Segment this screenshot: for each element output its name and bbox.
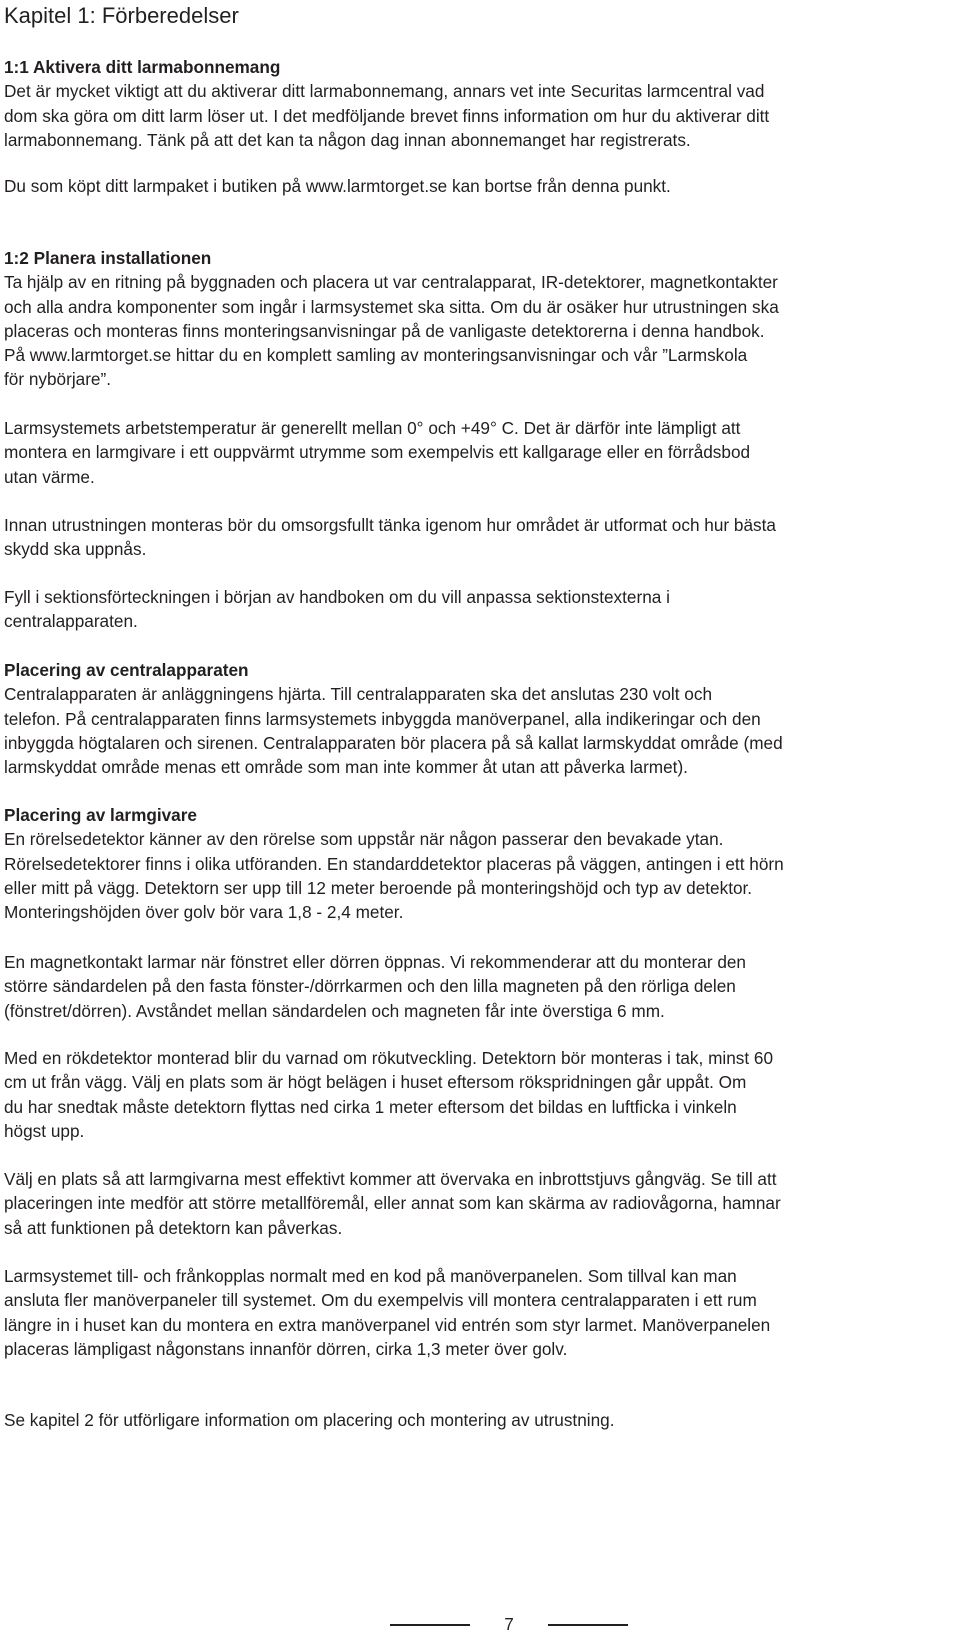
paragraph-line: placeringen inte medför att större metallföremål, eller annat som kan skärma av radiovågorna, hamnar (4, 1193, 781, 1214)
central-unit-section (4, 658, 956, 779)
paragraph-line: På www.larmtorget.se hittar du en komplett samling av monteringsanvisningar och vår ”Larmskola (4, 345, 748, 366)
paragraph-line: eller mitt på vägg. Detektorn ser upp till 12 meter beroende på monteringshöjd och typ av detektor. (4, 877, 753, 898)
section-1-2 (4, 246, 956, 392)
paragraph-line: centralapparaten. (4, 611, 138, 632)
temperature-paragraph (4, 416, 956, 489)
reference-paragraph (4, 1408, 956, 1432)
paragraph-line: och alla andra komponenter som ingår i larmsystemet ska sitta. Om du är osäker hur utrustningen ska (4, 296, 779, 317)
paragraph-line: (fönstret/dörren). Avståndet mellan sändardelen och magneten får inte överstiga 6 mm. (4, 1000, 665, 1021)
section-heading: 1:1 Aktivera ditt larmabonnemang (4, 57, 281, 77)
paragraph-line: cm ut från vägg. Välj en plats som är högt belägen i huset eftersom rökspridningen går uppåt. Om (4, 1072, 747, 1093)
paragraph-line: Centralapparaten är anläggningens hjärta. Till centralapparaten ska det anslutas 230 volt och (4, 684, 713, 705)
chapter-title: Kapitel 1: Förberedelser (4, 3, 239, 28)
paragraph-line: larmabonnemang. Tänk på att det kan ta någon dag innan abonnemanget har registrerats. (4, 129, 691, 150)
paragraph-line: En rörelsedetektor känner av den rörelse som uppstår när någon passerar den bevakade ytan. (4, 829, 724, 850)
intruder-path-paragraph (4, 1167, 956, 1240)
control-panel-paragraph (4, 1264, 956, 1361)
paragraph-line: Fyll i sektionsförteckningen i början av handboken om du vill anpassa sektionstexterna i (4, 587, 670, 607)
paragraph-line: telefon. På centralapparaten finns larmsystemets inbyggda manöverpanel, alla indikeringar och den (4, 708, 761, 729)
paragraph-line: Monteringshöjden över golv bör vara 1,8 - 2,4 meter. (4, 902, 404, 923)
section-list-paragraph (4, 585, 956, 634)
paragraph-line: dom ska göra om ditt larm löser ut. I det medföljande brevet finns information om hur du aktiverar ditt (4, 105, 770, 126)
smoke-detector-paragraph (4, 1046, 956, 1143)
paragraph-line: Larmsystemet till- och frånkopplas normalt med en kod på manöverpanelen. Som tillval kan man (4, 1266, 737, 1286)
paragraph-line: Innan utrustningen monteras bör du omsorgsfullt tänka igenom hur området är utformat och hur bästa (4, 515, 776, 535)
paragraph-line: Ta hjälp av en ritning på byggnaden och placera ut var centralapparat, IR-detektorer, magnetkontakter (4, 272, 778, 293)
paragraph-line: längre in i huset kan du montera en extra manöverpanel vid entrén som styr larmet. Manöverpanelen (4, 1314, 771, 1335)
section-heading: 1:2 Planera installationen (4, 248, 212, 268)
paragraph-line: Larmsystemets arbetstemperatur är generellt mellan 0° och +49° C. Det är därför inte lämpligt att (4, 418, 741, 438)
footer-rule-left (390, 1624, 470, 1626)
paragraph-line: larmskyddat område menas ett område som man inte kommer åt utan att påverka larmet). (4, 757, 688, 778)
section-heading: Placering av larmgivare (4, 805, 197, 825)
paragraph-line: placeras lämpligast någonstans innanför dörren, cirka 1,3 meter över golv. (4, 1338, 568, 1359)
paragraph-line: skydd ska uppnås. (4, 539, 147, 560)
page-number: 7 (504, 1614, 514, 1634)
paragraph-line: Det är mycket viktigt att du aktiverar ditt larmabonnemang, annars vet inte Securitas larmcentral vad (4, 81, 765, 102)
section-heading: Placering av centralapparaten (4, 660, 249, 680)
paragraph-line: Välj en plats så att larmgivarna mest effektivt kommer att övervaka en inbrottstjuvs gångväg. Se till att (4, 1169, 777, 1189)
paragraph-line: större sändardelen på den fasta fönster-/dörrkarmen och den lilla magneten på den rörliga delen (4, 976, 736, 997)
paragraph-line: inbyggda högtalaren och sirenen. Centralapparaten bör placera på så kallat larmskyddat område (med (4, 732, 783, 753)
detectors-section (4, 803, 956, 924)
paragraph-line: högst upp. (4, 1120, 85, 1141)
paragraph-line: du har snedtak måste detektorn flyttas ned cirka 1 meter eftersom det bildas en luftficka i vinkeln (4, 1096, 737, 1117)
paragraph-line: Rörelsedetektorer finns i olika utföranden. En standarddetektor placeras på väggen, antingen i ett hörn (4, 853, 784, 874)
paragraph-line: så att funktionen på detektorn kan påverkas. (4, 1217, 343, 1238)
paragraph-line: Se kapitel 2 för utförligare information om placering och montering av utrustning. (4, 1410, 615, 1430)
paragraph-line: Med en rökdetektor monterad blir du varnad om rökutveckling. Detektorn bör monteras i tak, minst 60 (4, 1048, 774, 1068)
paragraph-line: utan värme. (4, 466, 95, 487)
paragraph-line: ansluta fler manöverpaneler till systemet. Om du exempelvis vill montera centralapparaten i ett rum (4, 1290, 757, 1311)
paragraph-line: montera en larmgivare i ett ouppvärmt utrymme som exempelvis ett kallgarage eller en förrådsbod (4, 442, 751, 463)
paragraph-line: Du som köpt ditt larmpaket i butiken på www.larmtorget.se kan bortse från denna punkt. (4, 176, 671, 196)
page-footer (0, 1612, 960, 1636)
paragraph-line: för nybörjare”. (4, 369, 111, 390)
paragraph-line: En magnetkontakt larmar när fönstret eller dörren öppnas. Vi rekommenderar att du monterar den (4, 952, 746, 972)
section-1-1-note (4, 174, 956, 198)
planning-paragraph (4, 513, 956, 562)
section-1-1 (4, 55, 956, 152)
footer-rule-right (548, 1624, 628, 1626)
paragraph-line: placeras och monteras finns monteringsanvisningar på de vanligaste detektorerna i denna handbok. (4, 320, 765, 341)
magnet-contact-paragraph (4, 950, 956, 1023)
